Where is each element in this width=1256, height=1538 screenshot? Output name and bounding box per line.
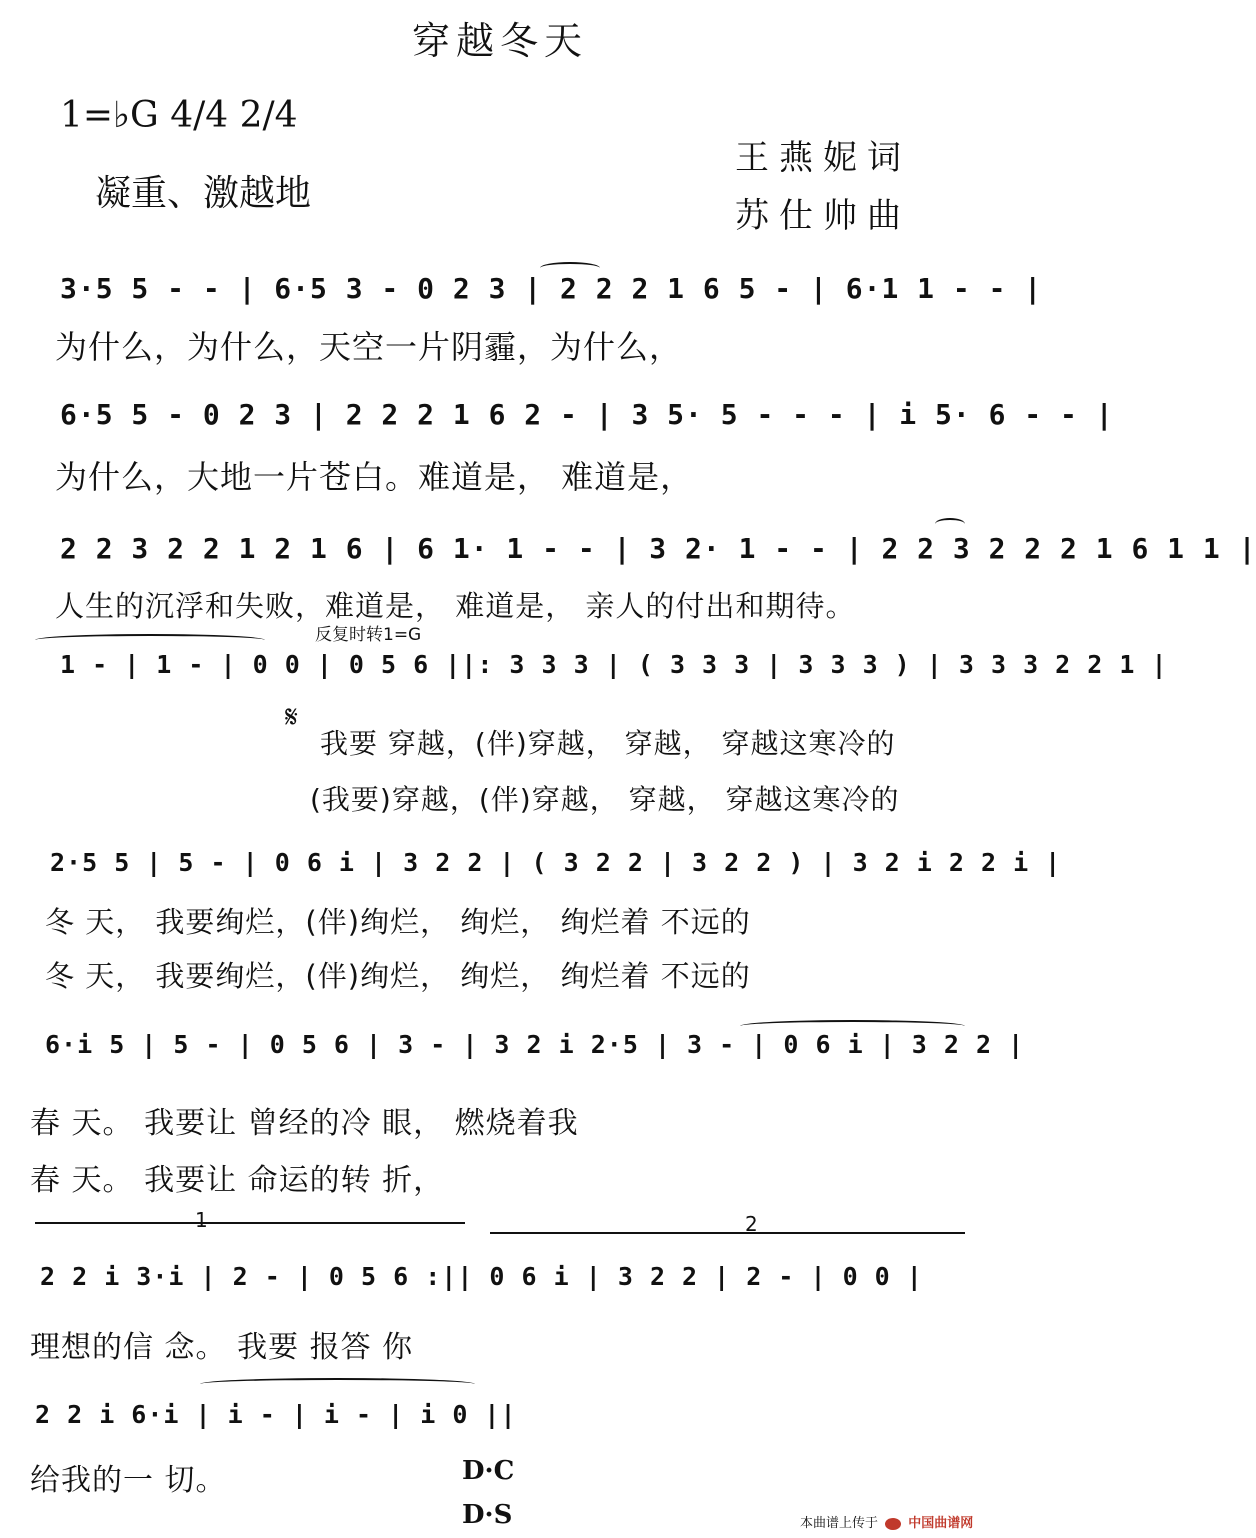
lyric-row-4b: (我要)穿越，(伴)穿越， 穿越， 穿越这寒冷的 [310,783,900,816]
notation-row-3: 2 2 3 2 2 1 2 1 6 | 6 1· 1 - - | 3 2· 1 - - | 2 2 3 2 2 2 1 6 1 1 | [60,532,1256,565]
composer-credit: 苏仕帅曲 [735,196,911,236]
segno-sign: 𝄋 [285,700,298,735]
notation-row-5: 2·5 5 | 5 - | 0 6 i | 3 2 2 | ( 3 2 2 | 3 2 2 ) | 3 2 i 2 2 i | [50,848,1062,877]
lyric-row-5a: 冬 天， 我要绚烂，(伴)绚烂， 绚烂， 绚烂着 不远的 [45,905,751,939]
footer-brand: 中国曲谱网 [908,1516,974,1531]
tie-arc [935,518,965,530]
lyric-row-4a: 我要 穿越，(伴)穿越， 穿越， 穿越这寒冷的 [320,727,896,760]
tempo-marking: 凝重、激越地 [95,173,312,214]
lyric-row-7: 理想的信 念。 我要 报答 你 [30,1330,414,1365]
lyric-row-5b: 冬 天， 我要绚烂，(伴)绚烂， 绚烂， 绚烂着 不远的 [45,959,751,993]
lyric-row-6a: 春 天。 我要让 曾经的冷 眼， 燃烧着我 [30,1106,579,1141]
key-change-annotation: 反复时转1=G [315,625,422,645]
key-signature: 1=♭G 4/4 2/4 [60,95,298,136]
lyric-row-1: 为什么，为什么，天空一片阴霾，为什么， [55,328,683,366]
lyric-row-8: 给我的一 切。 [30,1463,227,1498]
volta-number-1: 1 [195,1208,208,1232]
dal-segno-mark: D·S [462,1500,513,1530]
notation-row-2: 6·5 5 - 0 2 3 | 2 2 2 1 6 2 - | 3 5· 5 - - - | i 5· 6 - - | [60,398,1114,431]
notation-row-8: 2 2 i 6·i | i - | i - | i 0 || [35,1400,517,1429]
lyric-row-6b: 春 天。 我要让 命运的转 折， [30,1163,445,1198]
notation-row-7: 2 2 i 3·i | 2 - | 0 5 6 :|| 0 6 i | 3 2 2 | 2 - | 0 0 | [40,1262,923,1291]
notation-row-6: 6·i 5 | 5 - | 0 5 6 | 3 - | 3 2 i 2·5 | 3 - | 0 6 i | 3 2 2 | [45,1030,1025,1059]
volta-number-2: 2 [745,1212,758,1236]
lyric-row-3: 人生的沉浮和失败，难道是， 难道是， 亲人的付出和期待。 [55,589,856,623]
notation-row-4: 1 - | 1 - | 0 0 | 0 5 6 ||: 3 3 3 | ( 3 3 3 | 3 3 3 ) | 3 3 3 2 2 1 | [60,650,1168,679]
page-title: 穿越冬天 [411,19,588,63]
footer-watermark [800,1512,973,1531]
lyric-row-2: 为什么，大地一片苍白。难道是， 难道是， [55,458,694,496]
tie-arc [200,1378,475,1390]
notation-row-1: 3·5 5 - - | 6·5 3 - 0 2 3 | 2 2 2 1 6 5 - | 6·1 1 - - | [60,272,1043,305]
footer-text: 本曲谱上传于 [800,1516,879,1531]
tie-arc [35,634,265,646]
footer-logo-icon [885,1518,901,1530]
volta-bracket-2 [490,1232,965,1234]
da-capo-mark: D·C [462,1456,515,1486]
lyricist-credit: 王燕妮词 [735,138,911,178]
volta-bracket-1 [35,1222,465,1224]
